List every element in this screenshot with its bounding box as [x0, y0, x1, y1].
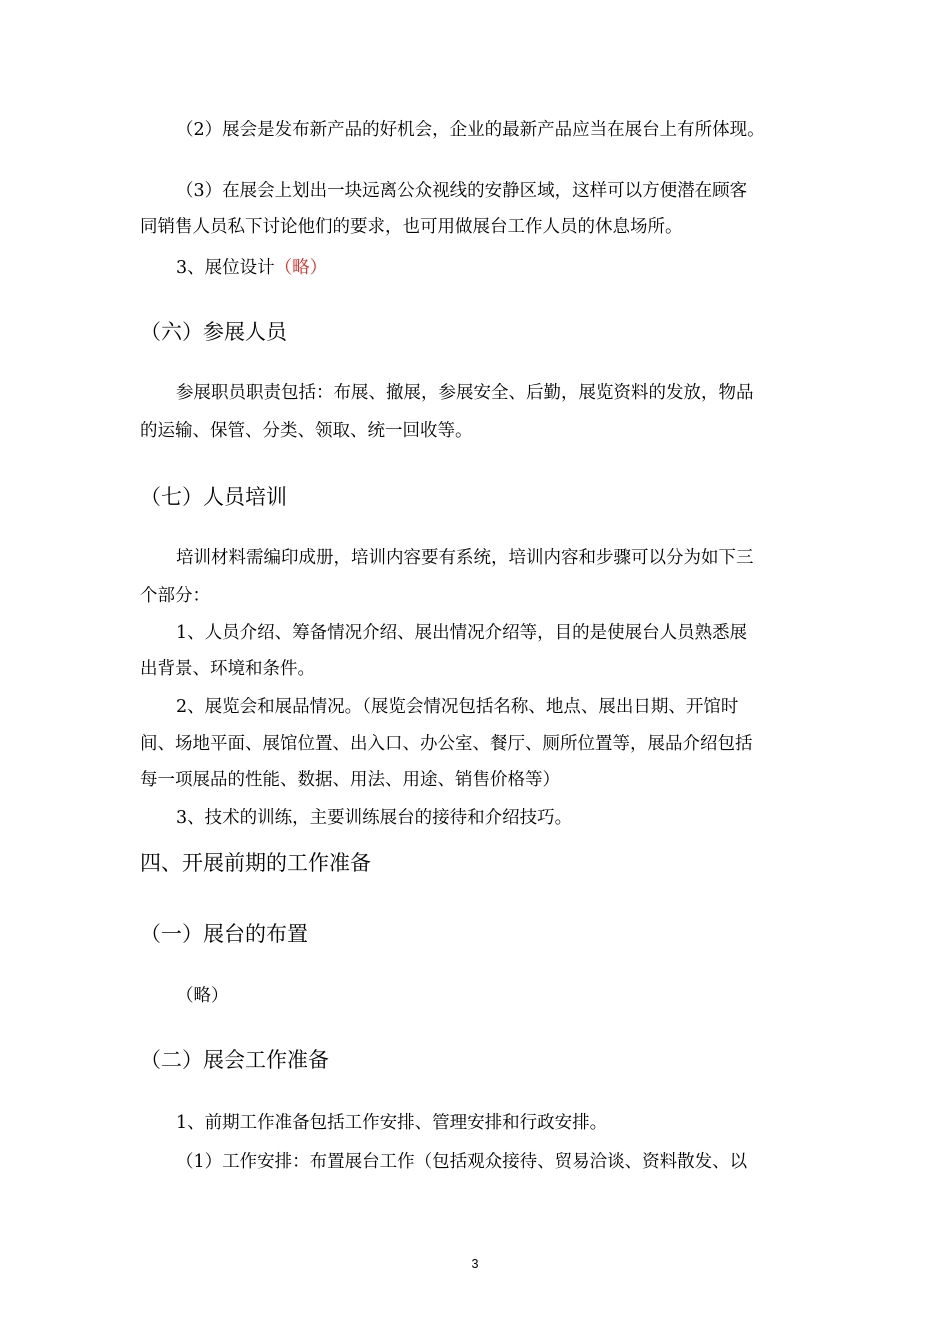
paragraph-line: 3、技术的训练，主要训练展台的接待和介绍技巧。: [176, 808, 573, 828]
paragraph-line: （1）工作安排：布置展台工作（包括观众接待、贸易洽谈、资料散发、以: [176, 1152, 748, 1172]
paragraph-line: 1、人员介绍、筹备情况介绍、展出情况介绍等，目的是使展台人员熟悉展: [176, 623, 748, 643]
paragraph-line: 2、展览会和展品情况。（展览会情况包括名称、地点、展出日期、开馆时: [176, 697, 739, 717]
paragraph-line: 1、前期工作准备包括工作安排、管理安排和行政安排。: [176, 1113, 608, 1133]
booth-design-label: 3、展位设计: [176, 258, 275, 278]
section-heading: （六）参展人员: [140, 320, 287, 344]
booth-design-note: （略）: [274, 258, 328, 278]
page-number: 3: [471, 1257, 479, 1271]
paragraph-line: 参展职员职责包括：布展、撤展，参展安全、后勤，展览资料的发放，物品: [176, 383, 754, 403]
paragraph-line: 个部分：: [140, 586, 210, 606]
paragraph-line: 培训材料需编印成册，培训内容要有系统，培训内容和步骤可以分为如下三: [176, 548, 754, 568]
omitted-note: （略）: [176, 986, 229, 1006]
paragraph-line: 同销售人员私下讨论他们的要求，也可用做展台工作人员的休息场所。: [140, 217, 683, 237]
paragraph-line: （3）在展会上划出一块远离公众视线的安静区域，这样可以方便潜在顾客: [176, 181, 748, 201]
paragraph-line: 出背景、环境和条件。: [140, 659, 315, 679]
paragraph-line: （2）展会是发布新产品的好机会，企业的最新产品应当在展台上有所体现。: [176, 120, 765, 140]
booth-design-item: [176, 256, 856, 280]
section-heading: （二）展会工作准备: [140, 1048, 329, 1072]
section-heading: （一）展台的布置: [140, 922, 308, 946]
chapter-heading: 四、开展前期的工作准备: [140, 851, 371, 875]
paragraph-line: 间、场地平面、展馆位置、出入口、办公室、餐厅、厕所位置等，展品介绍包括: [140, 734, 753, 754]
section-heading: （七）人员培训: [140, 485, 287, 509]
paragraph-line: 的运输、保管、分类、领取、统一回收等。: [140, 421, 473, 441]
paragraph-line: 每一项展品的性能、数据、用法、用途、销售价格等）: [140, 770, 560, 790]
